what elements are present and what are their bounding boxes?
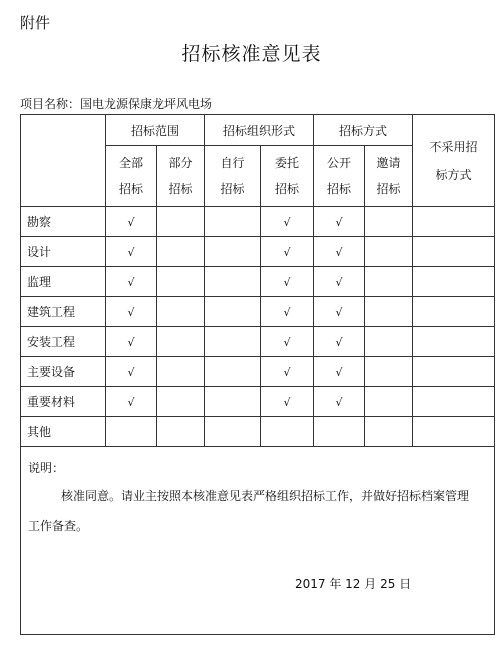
check-mark-icon: √ (127, 215, 135, 229)
check-mark-icon: √ (283, 245, 291, 259)
table-row (21, 387, 495, 417)
cell-partial (157, 237, 205, 267)
table-row (21, 207, 495, 237)
check-mark-icon: √ (127, 275, 135, 289)
header-self-text: 自行招标 (220, 156, 245, 196)
cell-full (106, 267, 157, 297)
cell-invited (365, 417, 413, 447)
cell-entrusted (261, 237, 314, 267)
cell-entrusted (261, 327, 314, 357)
cell-full (106, 327, 157, 357)
check-mark-icon: √ (283, 395, 291, 409)
cell-full (106, 417, 157, 447)
cell-invited (365, 237, 413, 267)
cell-not-adopted (413, 417, 495, 447)
cell-invited (365, 297, 413, 327)
header-full-text: 全部招标 (118, 156, 143, 196)
cell-partial (157, 417, 205, 447)
cell-not-adopted (413, 387, 495, 417)
check-mark-icon: √ (335, 335, 343, 349)
check-mark-icon: √ (127, 305, 135, 319)
header-open (314, 146, 365, 207)
cell-self (205, 267, 261, 297)
cell-partial (157, 327, 205, 357)
cell-open (314, 207, 365, 237)
header-scope: 招标范围 (106, 115, 205, 146)
row-label: 设计 (21, 237, 106, 267)
cell-self (205, 417, 261, 447)
cell-entrusted (261, 417, 314, 447)
check-mark-icon: √ (127, 365, 135, 379)
cell-partial (157, 267, 205, 297)
cell-open (314, 237, 365, 267)
check-mark-icon: √ (283, 365, 291, 379)
row-label: 重要材料 (21, 387, 106, 417)
cell-open (314, 267, 365, 297)
table-row (21, 327, 495, 357)
check-mark-icon: √ (283, 275, 291, 289)
cell-full (106, 237, 157, 267)
attachment-label: 附件 (20, 14, 51, 32)
notes-row (21, 447, 495, 635)
cell-open (314, 357, 365, 387)
cell-not-adopted (413, 297, 495, 327)
cell-full (106, 387, 157, 417)
row-label: 安装工程 (21, 327, 106, 357)
notes-text-line2: 工作备查。 (28, 519, 89, 533)
cell-entrusted (261, 387, 314, 417)
cell-entrusted (261, 297, 314, 327)
check-mark-icon: √ (335, 275, 343, 289)
header-open-text: 公开招标 (327, 156, 352, 196)
cell-open (314, 387, 365, 417)
cell-not-adopted (413, 357, 495, 387)
check-mark-icon: √ (127, 335, 135, 349)
cell-invited (365, 207, 413, 237)
check-mark-icon: √ (127, 395, 135, 409)
header-entrusted (261, 146, 314, 207)
corner-cell (21, 115, 106, 207)
document-title: 招标核准意见表 (181, 43, 322, 65)
cell-self (205, 237, 261, 267)
header-partial-text: 部分招标 (168, 156, 193, 196)
header-invited-text: 邀请招标 (376, 156, 401, 196)
check-mark-icon: √ (283, 305, 291, 319)
check-mark-icon: √ (335, 305, 343, 319)
row-label: 建筑工程 (21, 297, 106, 327)
check-mark-icon: √ (335, 245, 343, 259)
check-mark-icon: √ (335, 215, 343, 229)
check-mark-icon: √ (283, 335, 291, 349)
cell-not-adopted (413, 207, 495, 237)
table-row (21, 237, 495, 267)
cell-self (205, 327, 261, 357)
notes-label: 说明： (28, 461, 65, 475)
notes-text-line1: 核准同意。请业主按照本核准意见表严格组织招标工作，并做好招标档案管理 (61, 489, 470, 503)
cell-partial (157, 297, 205, 327)
cell-full (106, 207, 157, 237)
check-mark-icon: √ (335, 365, 343, 379)
header-full (106, 146, 157, 207)
cell-entrusted (261, 207, 314, 237)
header-row-1 (21, 115, 495, 146)
table-row (21, 297, 495, 327)
row-label: 主要设备 (21, 357, 106, 387)
cell-not-adopted (413, 327, 495, 357)
cell-not-adopted (413, 237, 495, 267)
notes-cell (21, 447, 495, 635)
check-mark-icon: √ (127, 245, 135, 259)
header-not-adopted (413, 115, 495, 207)
header-invited (365, 146, 413, 207)
approval-table (20, 114, 495, 635)
cell-invited (365, 357, 413, 387)
project-name: 项目名称：国电龙源保康龙坪风电场 (20, 97, 213, 111)
cell-open (314, 417, 365, 447)
cell-self (205, 297, 261, 327)
header-organization: 招标组织形式 (205, 115, 314, 146)
check-mark-icon: √ (335, 395, 343, 409)
cell-open (314, 327, 365, 357)
table-row (21, 357, 495, 387)
cell-invited (365, 387, 413, 417)
cell-partial (157, 357, 205, 387)
table-row (21, 417, 495, 447)
header-partial (157, 146, 205, 207)
cell-full (106, 357, 157, 387)
row-label: 监理 (21, 267, 106, 297)
header-entrusted-text: 委托招标 (275, 156, 300, 196)
cell-self (205, 207, 261, 237)
cell-partial (157, 207, 205, 237)
cell-entrusted (261, 357, 314, 387)
cell-invited (365, 267, 413, 297)
check-mark-icon: √ (283, 215, 291, 229)
notes-date: 2017 年 12 月 25 日 (295, 577, 412, 591)
cell-entrusted (261, 267, 314, 297)
header-method: 招标方式 (314, 115, 413, 146)
cell-full (106, 297, 157, 327)
cell-self (205, 387, 261, 417)
header-not-adopted-text: 不采用招标方式 (429, 139, 478, 182)
cell-self (205, 357, 261, 387)
cell-partial (157, 387, 205, 417)
row-label: 其他 (21, 417, 106, 447)
cell-not-adopted (413, 267, 495, 297)
header-self (205, 146, 261, 207)
cell-invited (365, 327, 413, 357)
row-label: 勘察 (21, 207, 106, 237)
table-row (21, 267, 495, 297)
cell-open (314, 297, 365, 327)
